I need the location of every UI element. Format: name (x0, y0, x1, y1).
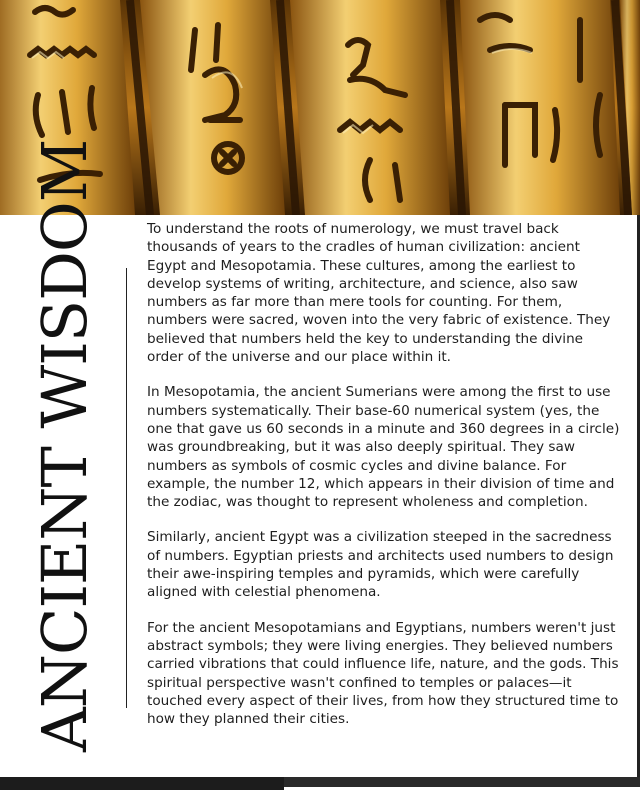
article-body (147, 220, 621, 745)
paragraph-3: Similarly, ancient Egypt was a civilization steeped in the sacredness of numbers. Egyptian priests and architects used numbers to design their awe-inspiring temples and pyramids, which were carefully aligned with celestial phenomena. (147, 529, 614, 601)
section-title: ANCIENT WISDOM (28, 139, 101, 752)
paragraph-2: In Mesopotamia, the ancient Sumerians were among the first to use numbers systematically. Their base-60 numerical system (yes, the one that gave us 60 seconds in a minute and 360 degrees in a circle) was groundbreaking, but it was also deeply spiritual. They saw numbers as symbols of cosmic cycles and divine balance. For example, the number 12, which appears in their division of time and the zodiac, was thought to represent wholeness and completion. (147, 384, 620, 511)
bottom-border-left (0, 777, 284, 790)
paragraph-1: To understand the roots of numerology, we must travel back thousands of years to the cradles of human civilization: ancient Egypt and Mesopotamia. These cultures, among the earliest to develop systems of writing, architecture, and science, also saw numbers as far more than mere tools for counting. For them, numbers were sacred, woven into the very fabric of existence. They believed that numbers held the key to understanding the divine order of the universe and our place within it. (147, 221, 611, 366)
paragraph-4: For the ancient Mesopotamians and Egyptians, numbers weren't just abstract symbols; they were living energies. They believed numbers carried vibrations that could influence life, nature, and the gods. This spiritual perspective wasn't confined to temples or palaces—it touched every aspect of their lives, from how they structured time to how they planned their cities. (147, 619, 619, 728)
vertical-divider (126, 268, 127, 708)
